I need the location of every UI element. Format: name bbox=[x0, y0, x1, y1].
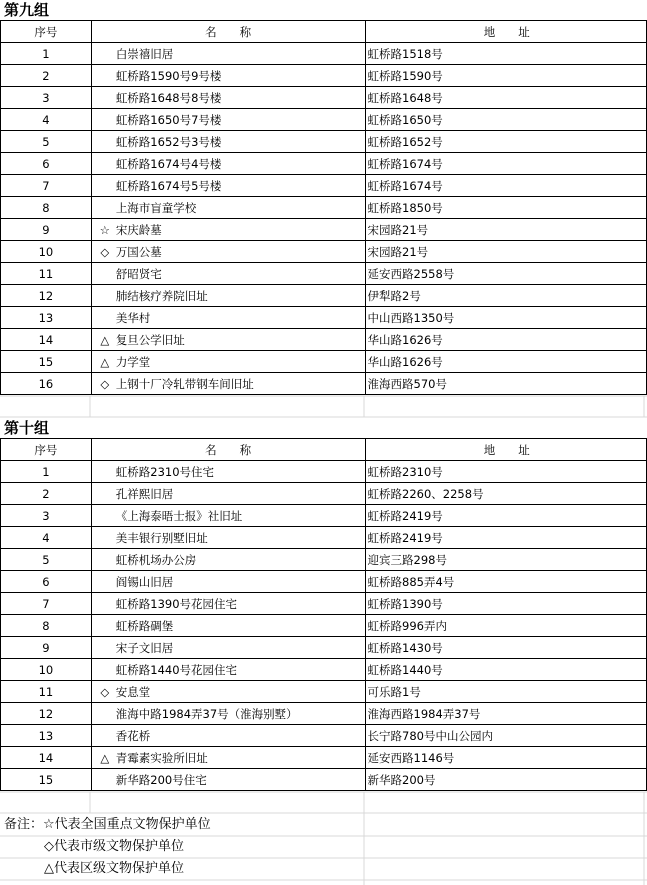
site-name-cell bbox=[91, 593, 365, 615]
site-name: 白崇禧旧居 bbox=[115, 46, 174, 61]
site-name-cell bbox=[91, 769, 365, 791]
site-address: 虹桥路996弄内 bbox=[365, 615, 646, 637]
row-number: 4 bbox=[1, 527, 92, 549]
row-number: 1 bbox=[1, 43, 92, 65]
site-name: 淮海中路1984弄37号（淮海别墅） bbox=[115, 706, 298, 721]
table-row bbox=[1, 703, 647, 725]
table-row bbox=[1, 483, 647, 505]
site-name: 虹桥路2310号住宅 bbox=[115, 464, 215, 479]
header-name: 名 称 bbox=[91, 21, 365, 43]
site-address: 淮海西路1984弄37号 bbox=[365, 703, 646, 725]
site-address: 虹桥路885弄4号 bbox=[365, 571, 646, 593]
row-number: 7 bbox=[1, 593, 92, 615]
site-name: 虹桥路1390号花园住宅 bbox=[115, 596, 238, 611]
site-address: 虹桥路2419号 bbox=[365, 527, 646, 549]
site-address: 虹桥路2419号 bbox=[365, 505, 646, 527]
site-address: 迎宾三路298号 bbox=[365, 549, 646, 571]
table-row bbox=[1, 769, 647, 791]
site-address: 虹桥路1850号 bbox=[365, 197, 647, 219]
header-name: 名 称 bbox=[91, 439, 365, 461]
row-number: 11 bbox=[1, 681, 92, 703]
table-row bbox=[1, 87, 647, 109]
protection-level-icon: ◇ bbox=[100, 684, 110, 699]
site-address: 伊犁路2号 bbox=[365, 285, 647, 307]
row-number: 15 bbox=[1, 769, 92, 791]
protection-level-icon: ◇ bbox=[100, 244, 110, 259]
table-row bbox=[1, 131, 647, 153]
table-header-row bbox=[1, 21, 647, 43]
table-row bbox=[1, 549, 647, 571]
site-name: 上海市盲童学校 bbox=[115, 200, 197, 215]
protection-level-icon: ☆ bbox=[99, 222, 110, 237]
site-name: 宋庆龄墓 bbox=[115, 222, 162, 237]
site-name: 虹桥路1674号5号楼 bbox=[115, 178, 222, 193]
site-address: 虹桥路2260、2258号 bbox=[365, 483, 646, 505]
site-name-cell bbox=[91, 285, 365, 307]
protection-level-icon: △ bbox=[100, 750, 110, 765]
group-title: 第十组 bbox=[4, 419, 50, 437]
header-address: 地 址 bbox=[365, 21, 647, 43]
site-name: 虹桥路碉堡 bbox=[115, 618, 174, 633]
site-name: 虹桥路1590号9号楼 bbox=[115, 68, 222, 83]
header-address: 地 址 bbox=[365, 439, 646, 461]
table-row bbox=[1, 461, 647, 483]
site-name-cell bbox=[91, 549, 365, 571]
site-name-cell bbox=[91, 659, 365, 681]
site-name-cell bbox=[91, 65, 365, 87]
site-name: 新华路200号住宅 bbox=[115, 772, 207, 787]
site-name-cell bbox=[91, 263, 365, 285]
row-number: 1 bbox=[1, 461, 92, 483]
table-row bbox=[1, 307, 647, 329]
table-row bbox=[1, 285, 647, 307]
table-row bbox=[1, 637, 647, 659]
site-name: 上钢十厂冷轧带钢车间旧址 bbox=[115, 376, 254, 391]
table-row bbox=[1, 373, 647, 395]
site-name: 虹桥路1648号8号楼 bbox=[115, 90, 222, 105]
site-name: 安息堂 bbox=[115, 684, 151, 699]
site-address: 延安西路1146号 bbox=[365, 747, 646, 769]
site-name-cell bbox=[91, 615, 365, 637]
site-address: 延安西路2558号 bbox=[365, 263, 647, 285]
row-number: 10 bbox=[1, 241, 92, 263]
site-address: 新华路200号 bbox=[365, 769, 646, 791]
table-row bbox=[1, 263, 647, 285]
site-name-cell bbox=[91, 351, 365, 373]
notes bbox=[4, 814, 211, 880]
row-number: 12 bbox=[1, 703, 92, 725]
row-number: 9 bbox=[1, 637, 92, 659]
table-row bbox=[1, 725, 647, 747]
row-number: 2 bbox=[1, 65, 92, 87]
group-table bbox=[0, 20, 647, 395]
row-number: 10 bbox=[1, 659, 92, 681]
group-title: 第九组 bbox=[4, 1, 50, 19]
site-name-cell bbox=[91, 725, 365, 747]
row-number: 13 bbox=[1, 307, 92, 329]
site-address: 虹桥路1674号 bbox=[365, 175, 647, 197]
table-row bbox=[1, 241, 647, 263]
site-name-cell bbox=[91, 329, 365, 351]
site-address: 虹桥路1650号 bbox=[365, 109, 647, 131]
site-name-cell bbox=[91, 571, 365, 593]
site-name: 美丰银行别墅旧址 bbox=[115, 530, 208, 545]
site-name: 虹桥路1674号4号楼 bbox=[115, 156, 222, 171]
site-address: 宋园路21号 bbox=[365, 219, 647, 241]
site-name: 《上海泰晤士报》社旧址 bbox=[115, 508, 243, 523]
row-number: 11 bbox=[1, 263, 92, 285]
site-name-cell bbox=[91, 43, 365, 65]
site-address: 华山路1626号 bbox=[365, 329, 647, 351]
site-address: 虹桥路1390号 bbox=[365, 593, 646, 615]
site-address: 虹桥路1652号 bbox=[365, 131, 647, 153]
protection-level-icon: △ bbox=[100, 354, 110, 369]
site-name: 虹桥路1650号7号楼 bbox=[115, 112, 222, 127]
site-name: 孔祥熙旧居 bbox=[115, 486, 174, 501]
row-number: 9 bbox=[1, 219, 92, 241]
table-row bbox=[1, 681, 647, 703]
site-name: 阎锡山旧居 bbox=[115, 574, 174, 589]
site-name: 青霉素实验所旧址 bbox=[115, 750, 208, 765]
table-row bbox=[1, 351, 647, 373]
table-row bbox=[1, 747, 647, 769]
site-name-cell bbox=[91, 505, 365, 527]
site-name: 复旦公学旧址 bbox=[115, 332, 185, 347]
site-name-cell bbox=[91, 747, 365, 769]
table-row bbox=[1, 659, 647, 681]
row-number: 14 bbox=[1, 329, 92, 351]
row-number: 3 bbox=[1, 87, 92, 109]
site-address: 长宁路780号中山公园内 bbox=[365, 725, 646, 747]
site-name: 香花桥 bbox=[115, 728, 151, 743]
site-address: 虹桥路1430号 bbox=[365, 637, 646, 659]
site-address: 虹桥路1674号 bbox=[365, 153, 647, 175]
row-number: 12 bbox=[1, 285, 92, 307]
site-name-cell bbox=[91, 241, 365, 263]
table-row bbox=[1, 329, 647, 351]
row-number: 16 bbox=[1, 373, 92, 395]
site-name-cell bbox=[91, 219, 365, 241]
row-number: 4 bbox=[1, 109, 92, 131]
site-name-cell bbox=[91, 131, 365, 153]
site-name-cell bbox=[91, 483, 365, 505]
table-row bbox=[1, 527, 647, 549]
row-number: 8 bbox=[1, 615, 92, 637]
site-name-cell bbox=[91, 307, 365, 329]
site-address: 虹桥路1440号 bbox=[365, 659, 646, 681]
site-name-cell bbox=[91, 703, 365, 725]
table-row bbox=[1, 505, 647, 527]
site-name-cell bbox=[91, 175, 365, 197]
site-address: 淮海西路570号 bbox=[365, 373, 647, 395]
row-number: 5 bbox=[1, 131, 92, 153]
site-name-cell bbox=[91, 373, 365, 395]
site-name-cell bbox=[91, 109, 365, 131]
site-name: 宋子文旧居 bbox=[115, 640, 174, 655]
table-row bbox=[1, 43, 647, 65]
site-address: 虹桥路1648号 bbox=[365, 87, 647, 109]
site-address: 华山路1626号 bbox=[365, 351, 647, 373]
site-address: 虹桥路1518号 bbox=[365, 43, 647, 65]
site-name: 虹桥机场办公房 bbox=[115, 552, 197, 567]
row-number: 7 bbox=[1, 175, 92, 197]
site-name: 力学堂 bbox=[115, 354, 151, 369]
site-address: 中山西路1350号 bbox=[365, 307, 647, 329]
site-name-cell bbox=[91, 681, 365, 703]
note-city: ◇代表市级文物保护单位 bbox=[44, 839, 184, 854]
note-district: △代表区级文物保护单位 bbox=[44, 861, 184, 876]
row-number: 5 bbox=[1, 549, 92, 571]
site-name: 虹桥路1652号3号楼 bbox=[115, 134, 222, 149]
row-number: 8 bbox=[1, 197, 92, 219]
site-name: 肺结核疗养院旧址 bbox=[115, 288, 208, 303]
site-name-cell bbox=[91, 197, 365, 219]
row-number: 6 bbox=[1, 153, 92, 175]
table-row bbox=[1, 615, 647, 637]
site-name: 舒昭贤宅 bbox=[115, 266, 162, 281]
header-no: 序号 bbox=[1, 439, 92, 461]
row-number: 3 bbox=[1, 505, 92, 527]
table-row bbox=[1, 109, 647, 131]
row-number: 2 bbox=[1, 483, 92, 505]
site-address: 宋园路21号 bbox=[365, 241, 647, 263]
site-name: 虹桥路1440号花园住宅 bbox=[115, 662, 238, 677]
table-row bbox=[1, 153, 647, 175]
note-national: 备注：☆代表全国重点文物保护单位 bbox=[4, 817, 211, 832]
protection-level-icon: △ bbox=[100, 332, 110, 347]
site-address: 虹桥路1590号 bbox=[365, 65, 647, 87]
header-no: 序号 bbox=[1, 21, 92, 43]
row-number: 15 bbox=[1, 351, 92, 373]
table-row bbox=[1, 571, 647, 593]
row-number: 13 bbox=[1, 725, 92, 747]
site-name: 万国公墓 bbox=[115, 244, 162, 259]
site-name-cell bbox=[91, 527, 365, 549]
row-number: 6 bbox=[1, 571, 92, 593]
table-row bbox=[1, 65, 647, 87]
site-name-cell bbox=[91, 87, 365, 109]
group-table bbox=[0, 438, 647, 791]
site-name-cell bbox=[91, 637, 365, 659]
table-row bbox=[1, 197, 647, 219]
site-name-cell bbox=[91, 461, 365, 483]
site-address: 虹桥路2310号 bbox=[365, 461, 646, 483]
table-row bbox=[1, 593, 647, 615]
table-header-row bbox=[1, 439, 647, 461]
table-row bbox=[1, 175, 647, 197]
protection-level-icon: ◇ bbox=[100, 376, 110, 391]
site-name: 美华村 bbox=[115, 310, 151, 325]
row-number: 14 bbox=[1, 747, 92, 769]
table-row bbox=[1, 219, 647, 241]
site-name-cell bbox=[91, 153, 365, 175]
site-address: 可乐路1号 bbox=[365, 681, 646, 703]
